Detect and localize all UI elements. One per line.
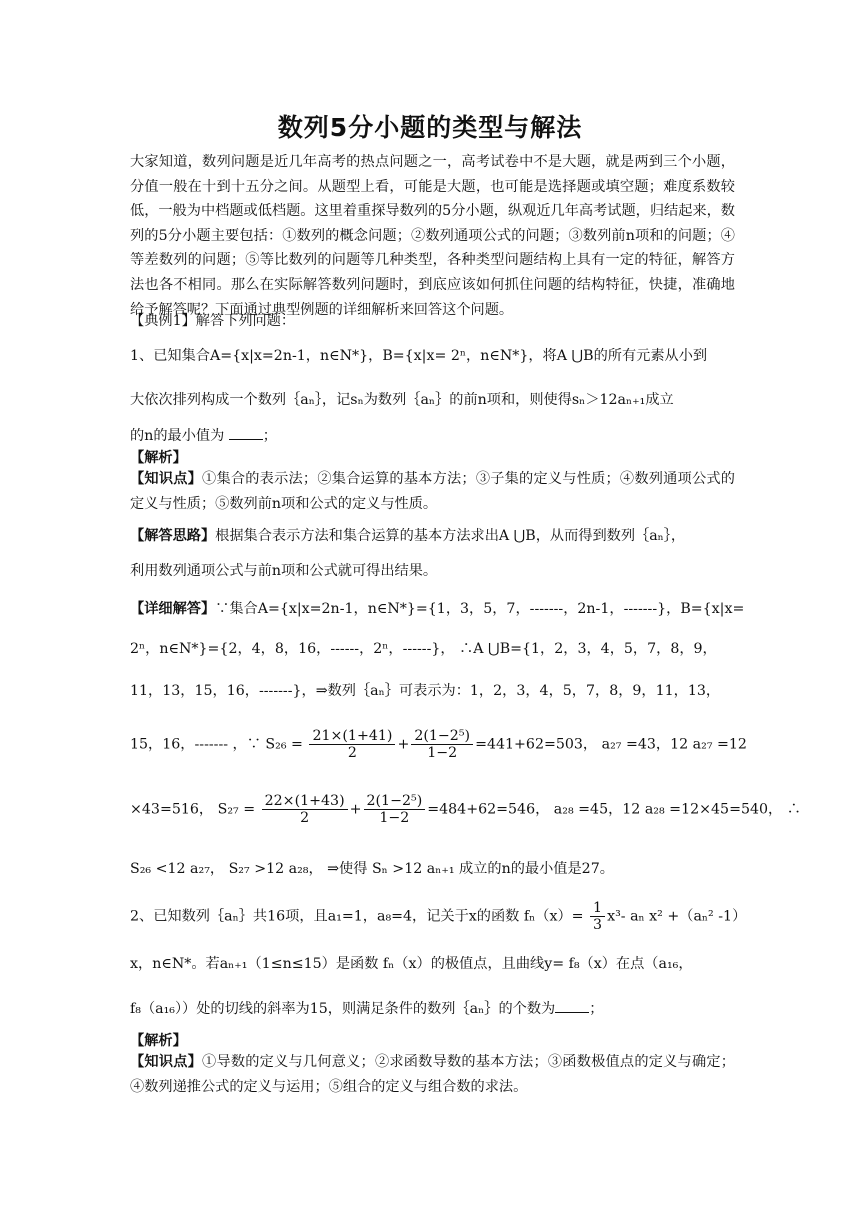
- fraction-denominator: 1−2: [379, 810, 410, 826]
- s27-prefix: ×43=516， S₂₇ =: [130, 801, 256, 818]
- fraction-numerator: 21×(1+41): [309, 728, 395, 745]
- q2-line-2: x，n∈N*。若aₙ₊₁（1≤n≤15）是函数 fₙ（x）的极值点，且曲线y= f₈（x）在点（a₁₆，: [130, 956, 693, 972]
- knowledge-label: 【知识点】: [130, 471, 203, 487]
- q1-solution-line-5: ×43=516， S₂₇ = $\frac{22\times(1+43)}{2}$ + $\frac{\text{2(1−2⁵)}}{1-2}$ =484+62=546， a₂₈ =45，12 a₂₈ =12×45=540， ∴: [130, 793, 801, 826]
- q2-knowledge-text: ①导数的定义与几何意义；②求函数导数的基本方法；③函数极值点的定义与确定；④数列递推公式的定义与运用；⑤组合的定义与组合数的求法。: [130, 1054, 735, 1095]
- fraction-geom-sum: [364, 793, 426, 826]
- fraction-numerator: 22×(1+43): [262, 793, 348, 810]
- s26-prefix: 15，16，------- ，∵ S₂₆ =: [130, 736, 303, 753]
- q1-line-1: 1、已知集合A={x|x=2n-1，n∈N*}，B={x|x= 2ⁿ，n∈N*}，将A ⋃B的所有元素从小到: [130, 348, 708, 364]
- q1-line-2: 大依次排列构成一个数列｛aₙ｝，记sₙ为数列｛aₙ｝的前n项和，则使得sₙ＞12aₙ₊₁成立: [130, 392, 674, 408]
- q1-line-3: 的n的最小值为 ；: [130, 428, 277, 444]
- fraction-denominator: 1−2: [427, 745, 458, 761]
- fraction-numerator: 2(1−2⁵): [364, 793, 426, 810]
- fraction-geom-sum: [411, 728, 473, 761]
- idea-label: 【解答思路】: [130, 528, 216, 544]
- fraction-numerator: 2(1−2⁵): [411, 728, 473, 745]
- example-heading: 【典例1】解答下列问题：: [130, 313, 296, 329]
- q1-solution-line-6: S₂₆ <12 a₂₇， S₂₇ >12 a₂₈， ⇒使得 Sₙ >12 aₙ₊₁ 成立的n的最小值是27。: [130, 861, 614, 877]
- knowledge-label: 【知识点】: [130, 1054, 203, 1070]
- q1-solution-line-4: 15，16，------- ，∵ S₂₆ = $\frac{21\times(1+41)}{2}$ + $\frac{\text{2(1−2⁵)}}{1-2}$ =441+62=503， a₂₇ =43，12 a₂₇ =12: [130, 728, 747, 761]
- page-title: 数列5分小题的类型与解法: [277, 113, 583, 142]
- q1-solution-text-1: ∵集合A={x|x=2n-1，n∈N*}={1，3，5，7，-------，2n-1，-------}，B={x|x=: [215, 601, 745, 617]
- q2-line-1-post: x³- aₙ x² +（aₙ² -1）: [607, 908, 747, 925]
- detail-label: 【详细解答】: [130, 601, 216, 617]
- q2-line-1: [130, 900, 747, 933]
- s26-result: =441+62=503， a₂₇ =43，12 a₂₇ =12: [475, 736, 747, 753]
- q1-analysis-label: 【解析】: [130, 450, 187, 466]
- fraction-arith-sum: [262, 793, 348, 826]
- fraction-denominator: 3: [593, 917, 603, 933]
- q2-knowledge-points: [130, 1050, 735, 1099]
- q1-solution-line-2: 2ⁿ，n∈N*}={2，4，8，16，------，2ⁿ，------}， ∴A ⋃B={1，2，3，4，5，7，8，9，: [130, 641, 717, 657]
- q1-idea-line-2: 利用数列通项公式与前n项和公式就可得出结果。: [130, 563, 438, 579]
- fraction-arith-sum: [309, 728, 395, 761]
- q1-idea-line-1: [130, 525, 735, 545]
- q2-line-3: f₈（a₁₆））处的切线的斜率为15，则满足条件的数列｛aₙ｝的个数为 ；: [130, 1001, 604, 1017]
- fraction-numerator: 1: [590, 900, 605, 917]
- q2-analysis-label: 【解析】: [130, 1033, 187, 1049]
- q1-knowledge-points: [130, 467, 735, 516]
- fraction-denominator: 2: [347, 745, 357, 761]
- q2-line-1-pre: 2、已知数列｛aₙ｝共16项，且a₁=1，a₈=4，记关于x的函数 fₙ（x）=: [130, 908, 584, 925]
- answer-blank: [229, 427, 263, 440]
- q1-line-3-text: 的n的最小值为: [130, 428, 225, 444]
- intro-paragraph: 大家知道，数列问题是近几年高考的热点问题之一，高考试卷中不是大题，就是两到三个小题，分值一般在十到十五分之间。从题型上看，可能是大题，也可能是选择题或填空题；难度系数较低，一般为中档题或低档题。这里着重探导数列的5分小题，纵观近几年高考试题，归结起来，数列的5分小题主要包括：①数列的概念问题；②数列通项公式的问题；③数列前n项和的问题；④等差数列的问题；⑤等比数列的问题等几种类型，各种类型问题结构上具有一定的特征，解答方法也各不相同。那么在实际解答数列问题时，到底应该如何抓住问题的结构特征，快捷，准确地给予解答呢？下面通过典型例题的详细解析来回答这个问题。: [130, 154, 735, 318]
- fraction-denominator: 2: [300, 810, 310, 826]
- q1-knowledge-text: ①集合的表示法；②集合运算的基本方法；③子集的定义与性质；④数列通项公式的定义与性质；⑤数列前n项和公式的定义与性质。: [130, 471, 735, 512]
- s27-result: =484+62=546， a₂₈ =45，12 a₂₈ =12×45=540， ∴: [427, 801, 801, 818]
- q1-idea-text-1: 根据集合表示方法和集合运算的基本方法求出A ⋃B，从而得到数列｛aₙ｝，: [215, 528, 686, 544]
- answer-blank: [555, 1000, 589, 1013]
- fraction-one-third: [590, 900, 605, 933]
- q1-solution-line-3: 11，13，15，16，-------}，⇒数列｛aₙ｝可表示为：1，2，3，4，5，7，8，9，11，13，: [130, 683, 721, 699]
- q2-line-3-text: f₈（a₁₆））处的切线的斜率为15，则满足条件的数列｛aₙ｝的个数为: [130, 1001, 556, 1017]
- q1-solution-line-1: [130, 598, 745, 618]
